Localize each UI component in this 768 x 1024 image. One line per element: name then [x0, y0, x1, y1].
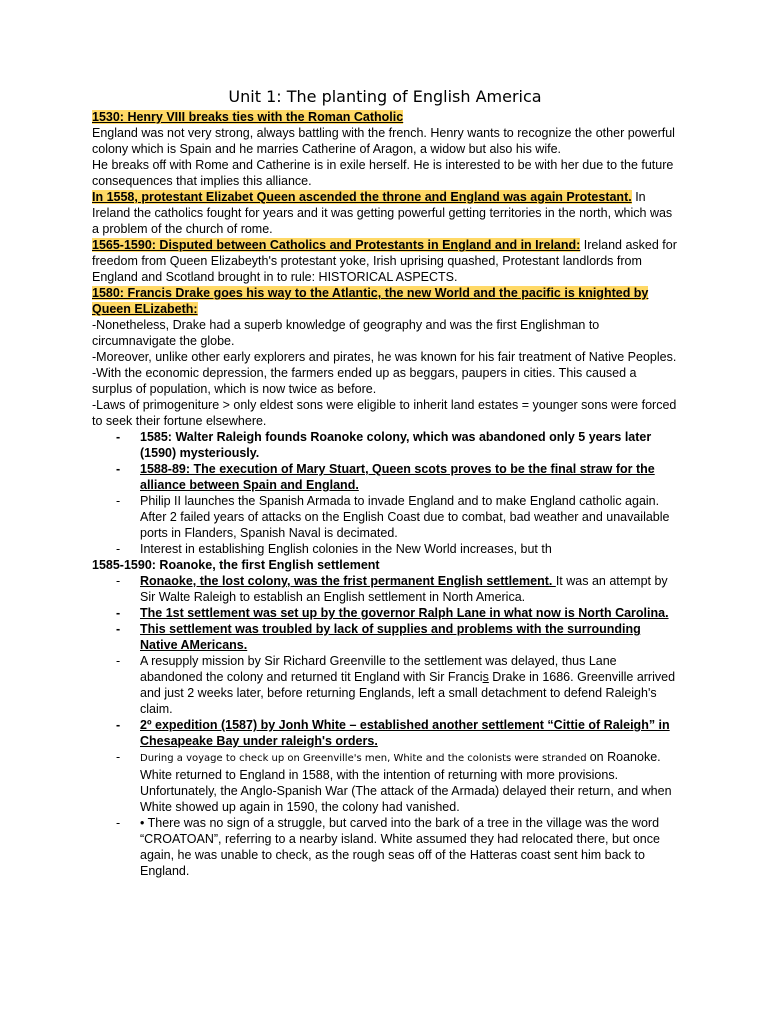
heading-1580: 1580: Francis Drake goes his way to the Atlantic, the new World and the pacific is knighted by Queen ELizabeth: [92, 286, 649, 316]
text-1558: In Ireland the catholics fought for years and it was getting powerful getting territories in the north, which was a problem of the church of rome. [92, 190, 673, 236]
list-item: - The 1st settlement was set up by the governor Ralph Lane in what now is North Carolina. [140, 605, 678, 621]
paragraph-1558 [92, 189, 678, 237]
list-item-text: on Roanoke. White returned to England in 1588, with the intention of returning with more provisions. Unfortunately, the Anglo-Spanish War (The attack of the Armada) delayed their return, and when White showed up again in 1590, the colony had vanished. [140, 750, 672, 814]
list-item: - Interest in establishing English colonies in the New World increases, but th [140, 541, 678, 557]
paragraph-rome: He breaks off with Rome and Catherine is in exile herself. He is interested to be with her due to the future consequences that implies this alliance. [92, 158, 674, 188]
list-roanoke [92, 573, 678, 879]
heading-roanoke: 1585-1590: Roanoke, the first English settlement [92, 558, 380, 572]
paragraph-depression: -With the economic depression, the farmers ended up as beggars, paupers in cities. This caused a surplus of population, which is now twice as before. [92, 366, 637, 396]
text-1565: Ireland asked for freedom from Queen Elizabeyth's protestant yoke, Irish uprising quashed, Protestant landlords from England and Scotland brought in to rule: HISTORICAL ASPECTS. [92, 238, 677, 284]
paragraph-drake-native: -Moreover, unlike other early explorers and pirates, he was known for his fair treatment of Native Peoples. [92, 350, 677, 364]
list-item-small-text: During a voyage to check up on Greenville's men, White and the colonists were stranded [140, 753, 590, 764]
list-item: - Philip II launches the Spanish Armada to invade England and to make England catholic again. After 2 failed years of attacks on the English Coast due to combat, bad weather and unavailable ports in Flanders, Spanish Naval is decimated. [140, 493, 678, 541]
paragraph-1565 [92, 237, 678, 285]
list-item: - • There was no sign of a struggle, but carved into the bark of a tree in the village was the word “CROATOAN”, referring to a nearby island. White assumed they had relocated there, but once again, he was unable to check, as the rough seas off of the Hatteras coast sent him back to England. [140, 815, 678, 879]
list-item: - 2º expedition (1587) by Jonh White – established another settlement “Cittie of Raleigh” in Chesapeake Bay under raleigh's orders. [140, 717, 678, 749]
list-item [140, 573, 678, 605]
page-title: Unit 1: The planting of English America [228, 87, 542, 106]
list-item: - This settlement was troubled by lack of supplies and problems with the surrounding Native AMericans. [140, 621, 678, 653]
list-item [140, 749, 678, 815]
list-item-bold: Ronaoke, the lost colony, was the frist permanent English settlement. [140, 574, 556, 588]
list-item-text: Drake in 1686. Greenville arrived and just 2 weeks later, before returning Englands, left a small detachment to defend Raleigh's claim. [140, 670, 676, 716]
list-item-text: A resupply mission by Sir Richard Greenville to the settlement was delayed, thus Lane abandoned the colony and returned tit England with Sir Franci [140, 654, 617, 684]
paragraph-drake-geography: -Nonetheless, Drake had a superb knowledge of geography and was the first Englishman to circumnavigate the globe. [92, 318, 600, 348]
list-events [92, 429, 678, 557]
heading-1530: 1530: Henry VIII breaks ties with the Roman Catholic [92, 110, 404, 124]
text-1530: England was not very strong, always battling with the french. Henry wants to recognize the other powerful colony which is Spain and he marries Catherine of Aragon, a widow but also his wife. [92, 126, 675, 156]
list-item-underlined: s [482, 670, 489, 684]
paragraph-1530 [92, 109, 678, 157]
list-item: - 1585: Walter Raleigh founds Roanoke colony, which was abandoned only 5 years later (1590) mysteriously. [140, 429, 678, 461]
list-item: - 1588-89: The execution of Mary Stuart, Queen scots proves to be the final straw for the alliance between Spain and England. [140, 461, 678, 493]
list-item-text: It was an attempt by Sir Walte Raleigh to establish an English settlement in North America. [140, 574, 668, 604]
heading-1565: 1565-1590: Disputed between Catholics and Protestants in England and in Ireland: [92, 238, 581, 252]
paragraph-primogeniture: -Laws of primogeniture > only eldest sons were eligible to inherit land estates = younger sons were forced to seek their fortune elsewhere. [92, 398, 677, 428]
paragraph-1580 [92, 285, 678, 317]
heading-1558: In 1558, protestant Elizabet Queen ascended the throne and England was again Protestant. [92, 190, 632, 204]
list-item [140, 653, 678, 717]
